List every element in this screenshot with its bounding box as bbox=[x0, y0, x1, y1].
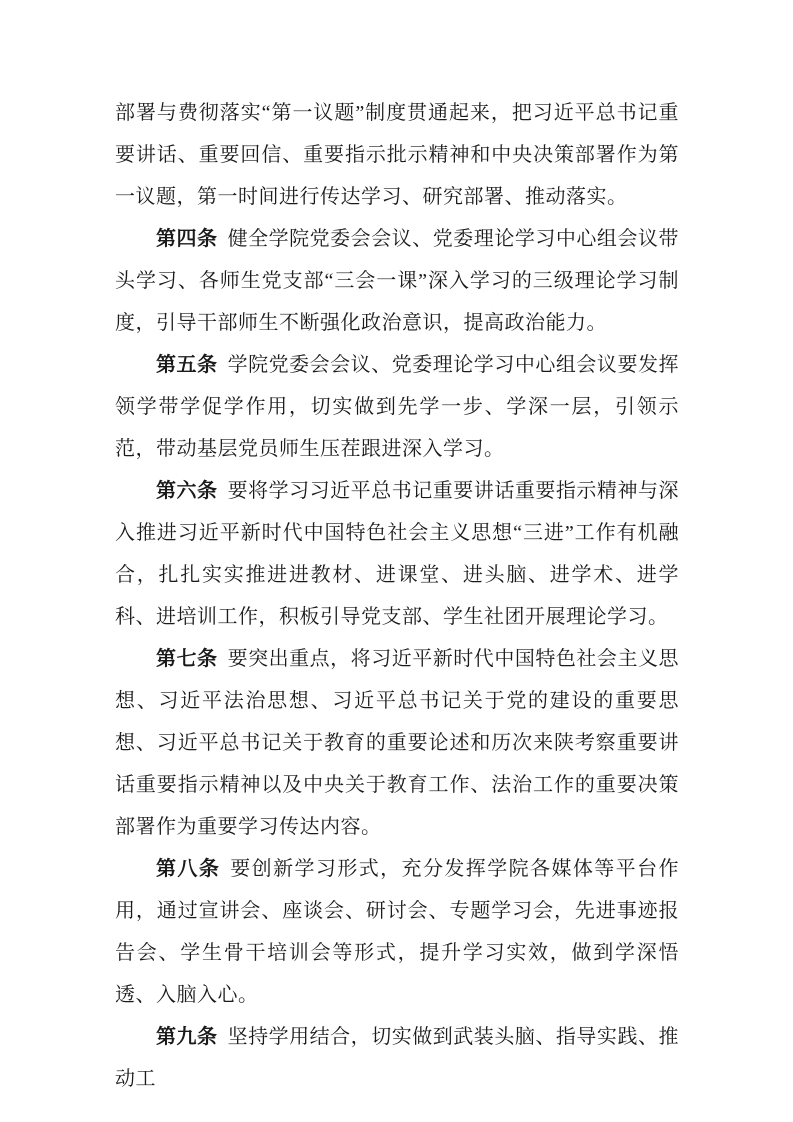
paragraph-article-6 bbox=[115, 470, 679, 638]
article-label: 第九条 bbox=[156, 1026, 218, 1048]
paragraph-continuation bbox=[115, 92, 679, 218]
article-label: 第四条 bbox=[156, 228, 218, 250]
article-text: 健全学院党委会会议、党委理论学习中心组会议带头学习、各师生党支部“三会一课”深入学习的三级理论学习制度，引导干部师生不断强化政治意识，提高政治能力。 bbox=[115, 228, 679, 334]
article-text: 学院党委会会议、党委理论学习中心组会议要发挥领学带学促学作用，切实做到先学一步、学深一层，引领示范，带动基层党员师生压茬跟进深入学习。 bbox=[115, 354, 679, 460]
paragraph-article-8 bbox=[115, 848, 679, 1016]
paragraph-article-5 bbox=[115, 344, 679, 470]
article-text: 要将学习习近平总书记重要讲话重要指示精神与深入推进习近平新时代中国特色社会主义思想“三进”工作有机融合，扎扎实实推进进教材、进课堂、进头脑、进学术、进学科、进培训工作，积板引导党支部、学生社团开展理论学习。 bbox=[115, 480, 679, 628]
paragraph-article-9 bbox=[115, 1016, 679, 1100]
article-text: 要突出重点，将习近平新时代中国特色社会主义思想、习近平法治思想、习近平总书记关于党的建设的重要思想、习近平总书记关于教育的重要论述和历次来陕考察重要讲话重要指示精神以及中央关于教育工作、法治工作的重要决策部署作为重要学习传达内容。 bbox=[115, 648, 679, 838]
article-label: 第七条 bbox=[156, 648, 218, 670]
paragraph-article-4 bbox=[115, 218, 679, 344]
article-label: 第五条 bbox=[156, 354, 218, 376]
paragraph-article-7 bbox=[115, 638, 679, 848]
article-text: 坚持学用结合，切实做到武装头脑、指导实践、推动工 bbox=[115, 1026, 679, 1090]
article-text: 要创新学习形式，充分发挥学院各媒体等平台作用，通过宣讲会、座谈会、研讨会、专题学习会，先进事迹报告会、学生骨干培训会等形式，提升学习实效，做到学深悟透、入脑入心。 bbox=[115, 858, 680, 1006]
article-text: 部署与费彻落实“第一议题”制度贯通起来，把习近平总书记重要讲话、重要回信、重要指示批示精神和中央决策部署作为第一议题，第一时间进行传达学习、研究部署、推动落实。 bbox=[115, 102, 679, 208]
article-label: 第八条 bbox=[156, 858, 221, 880]
article-label: 第六条 bbox=[156, 480, 218, 502]
